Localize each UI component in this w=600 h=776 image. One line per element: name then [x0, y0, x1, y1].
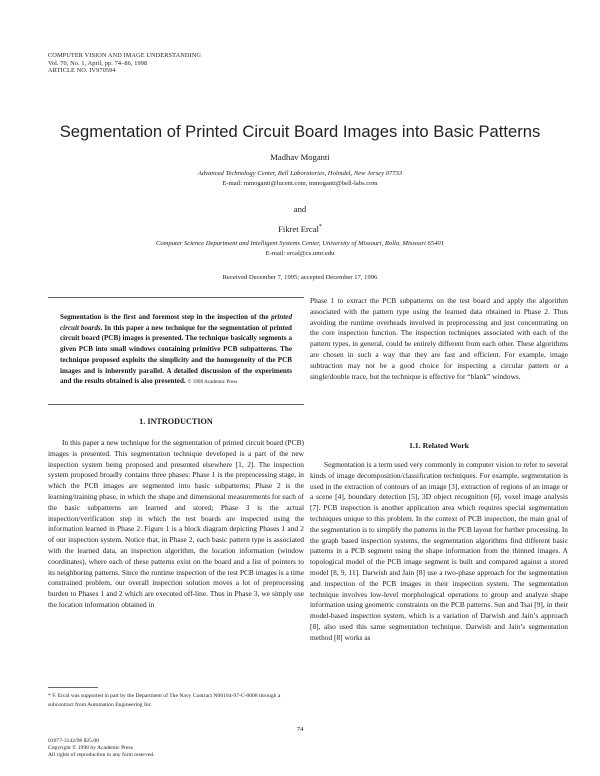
author-email-1: E-mail: mmoganti@lucent.com, mmoganti@bell-labs.com: [222, 180, 378, 187]
intro-paragraph-continued: Phase 1 to extract the PCB subpatterns on the test board and apply the algorithm associated with the pattern type using the learned data obtained in Phase 2. Thus avoiding the runtime overheads involved in preprocessing and just concentrating on the core inspection function. The inspection techniques associated with each of the pattern types, in general, could be entirely different from each other. These algorithms are chosen in such a way that they are fast and efficient. For example, image subtraction may not be a good choice for inspecting a circular pattern or a single/double trace, but the technique is effective for “blank” windows.: [310, 296, 568, 381]
abstract: [60, 312, 292, 388]
footnote: * F. Ercal was supported in part by the Department of The Navy Contract N00164-97-C-0008 through a subcontract from Automation Engineering Inc.: [48, 693, 281, 708]
journal-volume: Vol. 70, No. 1, April, pp. 74–86, 1998: [48, 59, 148, 67]
abstract-emphasis: printed circuit boards: [60, 313, 292, 332]
publisher-info: [48, 738, 155, 760]
intro-paragraph-1: In this paper a new technique for the segmentation of printed circuit board (PCB) images is presented. This segmentation technique developed is a part of the new inspection system being proposed and presented elsewhere [1, 2]. The inspection system proposed broadly contains three phases: Phase 1 is the preprocessing stage, in which the PCB images are segmented into basic subpatterns; Phase 2 is the learning/training phase, in which the shape and dimensional measurements for each of the basic subpatterns are learned and stored; Phase 3 is the actual inspection/verification step in which the test boards are inspected using the information learned in Phase 2. Figure 1 is a block diagram depicting Phases 1 and 2 of our inspection system. Notice that, in Phase 2, each basic pattern type is associated with the learned data, an inspection algorithm, the location information (window coordinates), where each of these patterns exist on the board and a list of pointers to its neighboring patterns. Since the runtime inspection of the test PCB images is a time constrained problem, our overall inspection solution moves a lot of preprocessing burden to Phases 1 and 2 which are executed off-line. Thus in Phase 3, we simply use the location information obtained in: [48, 438, 304, 609]
issn-line: 01077-3142/98 $25.00: [48, 738, 99, 744]
related-work-paragraph: Segmentation is a term used very commonly in computer vision to refer to several kinds of image decomposition/classification techniques. For example, segmentation is used in the extraction of contours of an image [3], extraction of regions of an image or a scene [4], boundary detection [5], 3D object recognition [6], voxel image analysis [7]. PCB inspection is another application area which requires special segmentation techniques unique to this problem. In the context of PCB inspection, the main goal of the segmentation is to simplify the patterns in the PCB layout for further processing. In the graph based inspection systems, the segmentation algorithms find different basic patterns in a PCB segment using the shape information from the thinned images. A topological model of the PCB image segment is built and compared against a stored model [8, 9, 11]. Darwish and Jain [8] use a two-phase approach for the segmentation and inspection of the PCB images in their inspection system. The segmentation technique involves low-level morphological operations to group and analyze shape information using geometric constraints on the PCB patterns. Sun and Tsai [9], in their model-based inspection system, which is a variation of Darwish and Jain’s approach [8], also used this same segmentation technique. Darwish and Jain’s segmentation method [8] works as: [310, 460, 568, 642]
abstract-bottom-rule: [48, 404, 304, 405]
left-column: [48, 438, 304, 611]
journal-name: COMPUTER VISION AND IMAGE UNDERSTANDING: [48, 52, 202, 59]
author-affiliation-1: Advanced Technology Center, Bell Laboratories, Holmdel, New Jersey 07733: [197, 170, 403, 177]
author-name-1: Madhav Moganti: [270, 152, 330, 162]
copyright-line: Copyright © 1998 by Academic Press: [48, 745, 133, 752]
author-footnote-marker: *: [318, 224, 322, 231]
footnote-rule: [48, 687, 98, 688]
rights-line: All rights of reproduction in any form reserved.: [48, 752, 155, 759]
author-name-2: Fikret Ercal: [278, 224, 319, 234]
paper-title: Segmentation of Printed Circuit Board Images into Basic Patterns: [59, 122, 541, 141]
section-heading-introduction: 1. INTRODUCTION: [139, 417, 213, 426]
received-dates: Received December 7, 1995; accepted December 17, 1996: [222, 274, 378, 281]
right-column-bottom: [310, 460, 568, 644]
abstract-text-2: . In this paper a new technique for the segmentation of printed circuit board (PCB) images is presented. The technique basically segments a given PCB into small windows containing primitive PCB subpatterns. The technique proposed exploits the simplicity and the homogeneity of the PCB images and is inherently parallel. A detailed discussion of the experiments and the results obtained is also presented.: [60, 323, 292, 386]
article-number: ARTICLE NO. IV970594: [48, 67, 116, 75]
author-block-2: [0, 224, 600, 234]
section-heading-related-work: 1.1. Related Work: [408, 441, 470, 450]
abstract-copyright: © 1998 Academic Press: [187, 379, 238, 386]
and-separator: and: [293, 204, 307, 214]
abstract-text-1: Segmentation is the first and foremost step in the inspection of the: [60, 313, 272, 321]
right-column-top: [310, 296, 568, 382]
page-number: 74: [296, 726, 304, 733]
author-affiliation-2: Computer Science Department and Intelligent Systems Center, University of Missouri, Rolla, Missouri 65401: [155, 240, 445, 247]
author-email-2: E-mail: ercal@cs.umr.edu: [265, 250, 335, 257]
journal-header: [48, 52, 201, 75]
abstract-top-rule: [48, 297, 304, 298]
